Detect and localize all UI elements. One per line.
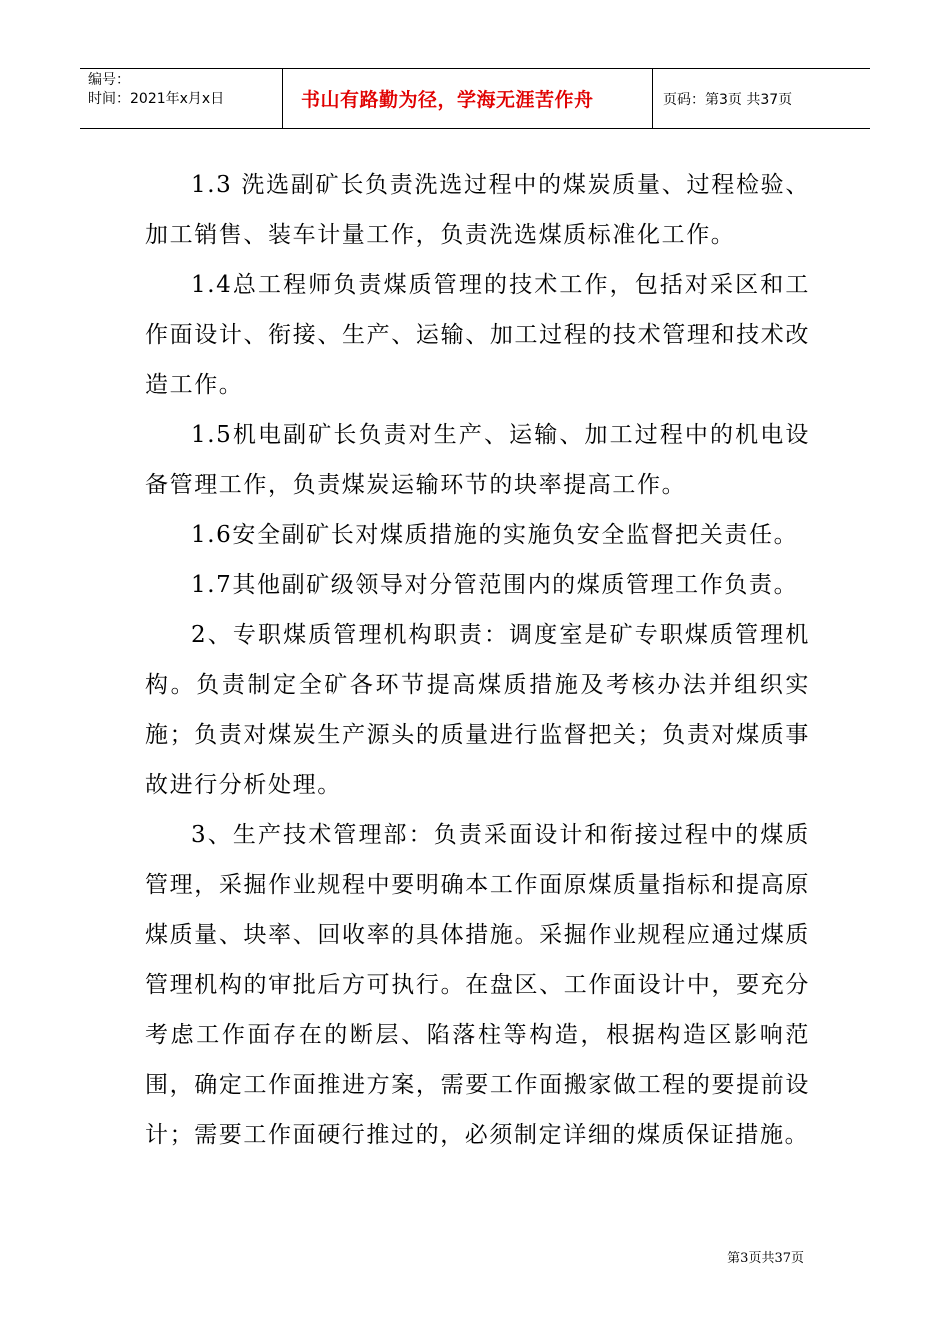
page-code-text: 页码：第3页 共37页 xyxy=(663,91,793,108)
paragraph-1-7: 1.7其他副矿级领导对分管范围内的煤质管理工作负责。 xyxy=(191,572,799,598)
header-page-code xyxy=(653,69,870,128)
document-date: 时间：2021年x月x日 xyxy=(88,91,225,107)
document-header xyxy=(80,68,870,129)
paragraph-1-4: 1.4总工程师负责煤质管理的技术工作，包括对采区和工作面设计、衔接、生产、运输、加工过程的技术管理和技术改造工作。 xyxy=(145,272,810,398)
motto-text: 书山有路勤为径，学海无涯苦作舟 xyxy=(301,89,594,111)
document-number-label: 编号： xyxy=(88,72,130,88)
paragraph-1-3: 1.3 洗选副矿长负责洗选过程中的煤炭质量、过程检验、加工销售、装车计量工作，负责洗选煤质标准化工作。 xyxy=(145,172,810,248)
page-footer xyxy=(727,1247,804,1266)
paragraph-3: 3、生产技术管理部：负责采面设计和衔接过程中的煤质管理，采掘作业规程中要明确本工作面原煤质量指标和提高原煤质量、块率、回收率的具体措施。采掘作业规程应通过煤质管理机构的审批后方可执行。在盘区、工作面设计中，要充分考虑工作面存在的断层、陷落柱等构造，根据构造区影响范围，确定工作面推进方案，需要工作面搬家做工程的要提前设计；需要工作面硬行推过的，必须制定详细的煤质保证措施。 xyxy=(145,822,810,1148)
paragraph-1-5: 1.5机电副矿长负责对生产、运输、加工过程中的机电设备管理工作，负责煤炭运输环节的块率提高工作。 xyxy=(145,422,810,498)
footer-page-number: 第3页共37页 xyxy=(727,1251,804,1266)
document-body xyxy=(145,160,810,1160)
header-meta xyxy=(80,69,283,128)
paragraph-1-6: 1.6安全副矿长对煤质措施的实施负安全监督把关责任。 xyxy=(191,522,799,548)
paragraph-2: 2、专职煤质管理机构职责：调度室是矿专职煤质管理机构。负责制定全矿各环节提高煤质措施及考核办法并组织实施；负责对煤炭生产源头的质量进行监督把关；负责对煤质事故进行分析处理。 xyxy=(145,622,810,798)
header-motto xyxy=(283,69,653,128)
